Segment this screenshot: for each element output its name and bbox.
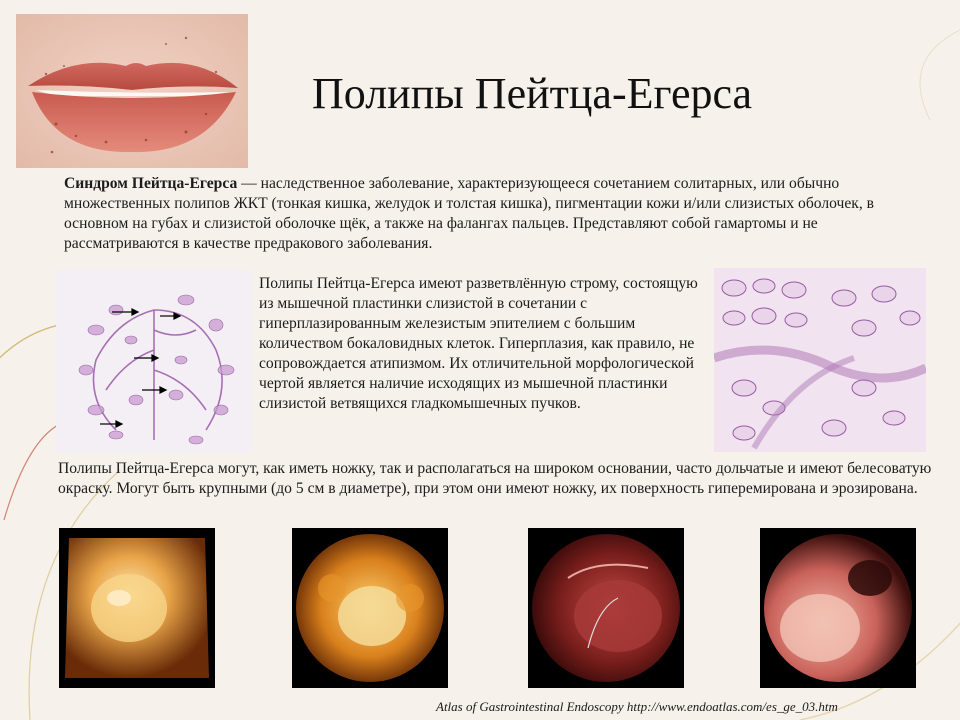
endoscopy-image-1 [59,528,215,688]
endoscopy-image-4 [760,528,916,688]
lips-photo [16,14,248,168]
histology-left-image [56,270,252,452]
endoscopy-image-3 [528,528,684,688]
source-credit: Atlas of Gastrointestinal Endoscopy http://www.endoatlas.com/es_ge_03.htm [436,699,838,714]
intro-paragraph [64,174,932,254]
slide-title: Полипы Пейтца-Егерса [312,69,753,118]
intro-text: — наследственное заболевание, характеризующееся сочетанием солитарных, или обычно множественных полипов ЖКТ (тонкая кишка, желудок и толстая кишка), пигментации кожи и/или слизистых оболочек, в основном на губах и слизистой оболочке щёк, а также на фалангах пальцев. Представляют собой гамартомы и не рассматриваются в качестве предракового заболевания. [64,175,875,252]
histology-right-image [714,268,926,452]
intro-term: Синдром Пейтца-Егерса [64,175,238,192]
histology-paragraph: Полипы Пейтца-Егерса имеют разветвлённую строму, состоящую из мышечной пластинки слизистой в сочетании с гиперплазированным железистым эпителием с большим количеством бокаловидных клеток. Гиперплазия, как правило, не сопровождается атипизмом. Их отличительной морфологической чертой является наличие исходящих из мышечной пластинки слизистой ветвящихся гладкомышечных пучков. [259,275,698,412]
endoscopy-image-2 [292,528,448,688]
macroscopy-paragraph: Полипы Пейтца-Егерса могут, как иметь ножку, так и располагаться на широком основании, часто дольчатые и имеют белесоватую окраску. Могут быть крупными (до 5 см в диаметре), при этом они имеют ножку, их поверхность гиперемирована и эрозирована. [58,460,932,497]
